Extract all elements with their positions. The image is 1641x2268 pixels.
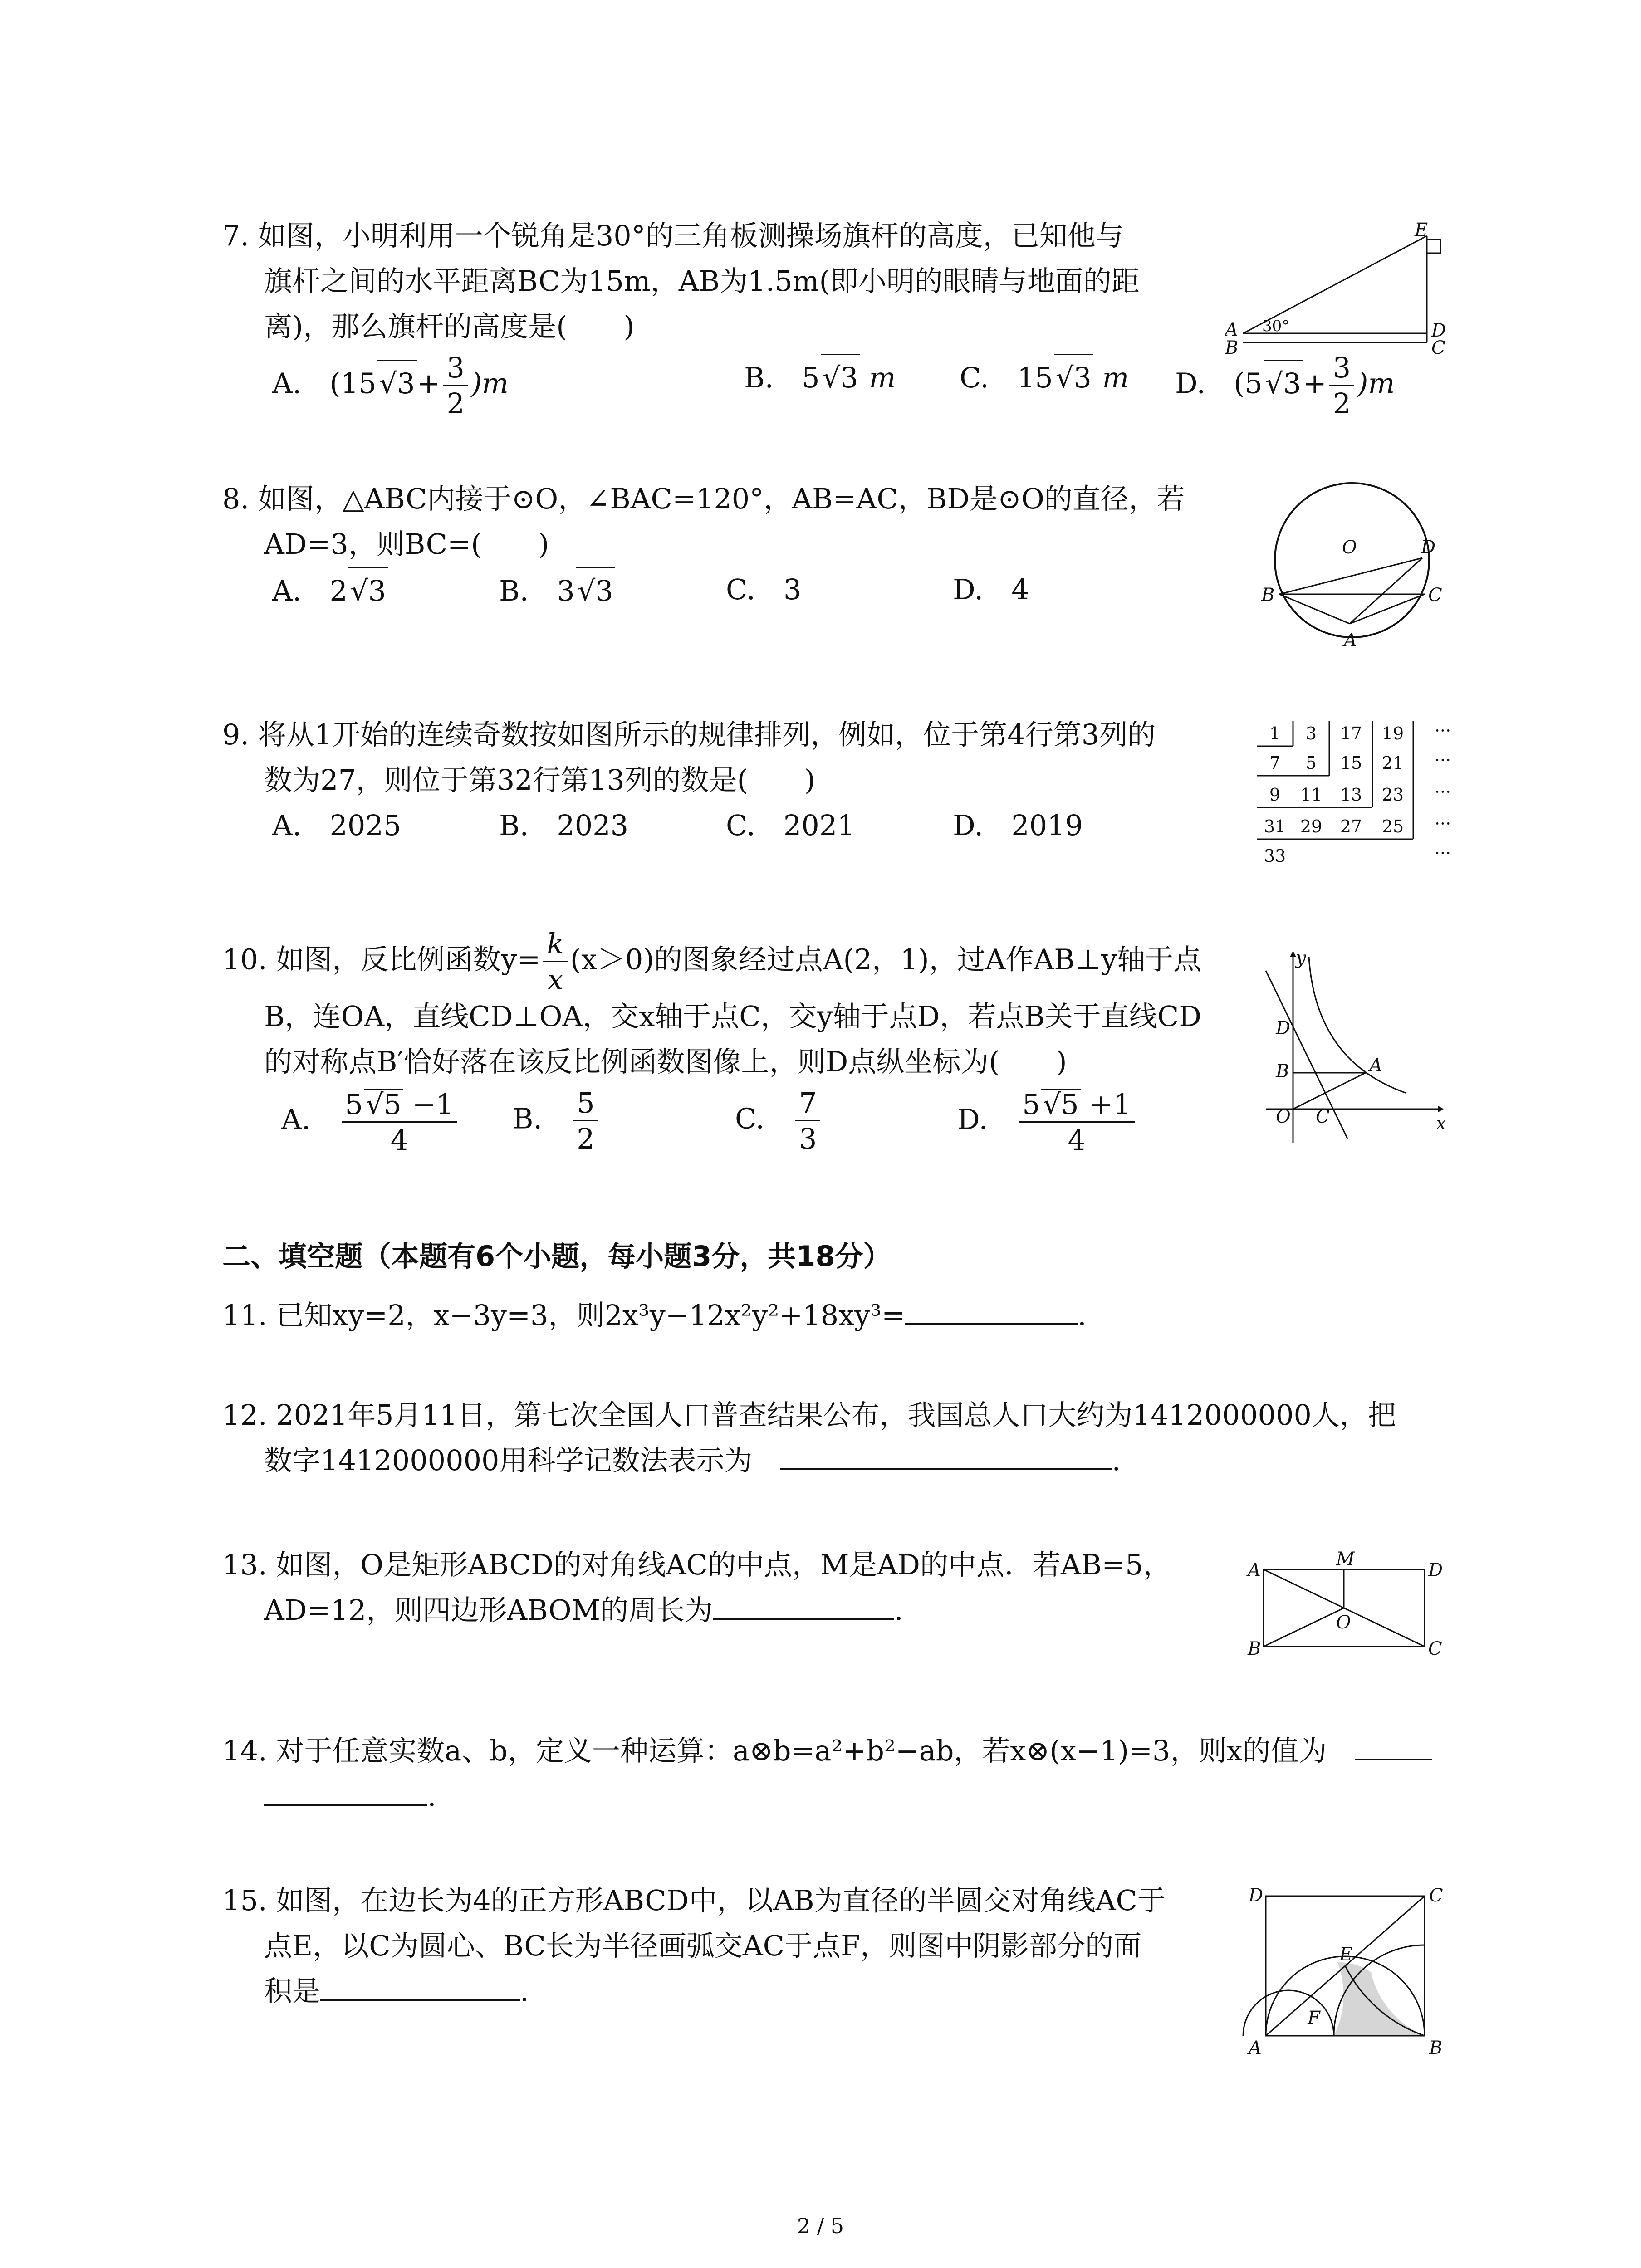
- answer-blank[interactable]: [320, 1973, 520, 2001]
- label-A: A: [1369, 1055, 1382, 1076]
- axis-x-label: x: [1436, 1113, 1446, 1134]
- table-cell: 1: [1269, 723, 1281, 743]
- table-cell: 19: [1381, 723, 1404, 743]
- q7-option-c[interactable]: C. 15√3 m: [960, 354, 1129, 401]
- label-A: A: [1249, 2038, 1262, 2058]
- answer-blank-continued[interactable]: [264, 1778, 427, 1806]
- table-cell: 29: [1300, 816, 1323, 836]
- q7-line1: 7. 如图，小明利用一个锐角是30°的三角板测操场旗杆的高度，已知他与: [222, 219, 1124, 252]
- question-15: 15. 如图，在边长为4的正方形ABCD中，以AB为直径的半圆交对角线AC于 点E，以C为圆心、BC长为半径画弧交AC于点F，则图中阴影部分的面 积是 .: [222, 1878, 1166, 2014]
- q15-line1: 15. 如图，在边长为4的正方形ABCD中，以AB为直径的半圆交对角线AC于: [222, 1884, 1166, 1917]
- table-ellipsis: ···: [1434, 721, 1451, 741]
- q10-line3: 的对称点B′恰好落在该反比例函数图像上，则D点纵坐标为( ): [264, 1045, 1067, 1078]
- label-C: C: [1429, 1885, 1443, 1906]
- q10-line2: B，连OA，直线CD⊥OA，交x轴于点C，交y轴于点D，若点B关于直线CD: [264, 1000, 1202, 1033]
- q15-figure: [1239, 1878, 1452, 2059]
- question-14: 14. 对于任意实数a、b，定义一种运算：a⊗b=a²+b²−ab，若x⊗(x−1)=3，则x的值为 .: [222, 1728, 1432, 1819]
- label-C: C: [1428, 1638, 1442, 1659]
- label-B: B: [1429, 2038, 1443, 2058]
- label-A: A: [1225, 319, 1238, 340]
- q10-options: [222, 1086, 1201, 1157]
- label-A: A: [1344, 630, 1357, 651]
- table-cell: 33: [1264, 846, 1286, 866]
- question-12: 12. 2021年5月11日，第七次全国人口普查结果公布，我国总人口大约为1412000000人，把 数字1412000000用科学记数法表示为 .: [222, 1393, 1396, 1483]
- q9-option-d[interactable]: D. 2019: [953, 809, 1083, 842]
- fraction: $\frac{3}{2}$: [443, 354, 468, 418]
- label-D: D: [1276, 1018, 1291, 1039]
- label-B: B: [1261, 585, 1275, 606]
- question-7: [222, 213, 1395, 420]
- q9-line2: 数为27，则位于第32行第13列的数是( ): [264, 763, 816, 797]
- table-cell: 25: [1381, 816, 1404, 836]
- q7-line2: 旗杆之间的水平距离BC为15m，AB为1.5m(即小明的眼睛与地面的距: [264, 264, 1140, 298]
- table-cell: 23: [1381, 785, 1404, 805]
- q9-number-table: [1252, 717, 1470, 880]
- q9-option-a[interactable]: A. 2025: [272, 809, 402, 842]
- label-F: F: [1308, 2008, 1320, 2028]
- question-13: 13. 如图，O是矩形ABCD的对角线AC的中点，M是AD的中点．若AB=5， AD=12，则四边形ABOM的周长为 .: [222, 1542, 1171, 1633]
- table-ellipsis: ···: [1434, 750, 1451, 770]
- table-cell: 11: [1300, 785, 1323, 805]
- table-cell: 17: [1340, 723, 1362, 743]
- q10-option-d[interactable]: D. $\frac{5√5 +1}{4}$: [957, 1089, 1137, 1154]
- table-ellipsis: ···: [1434, 843, 1451, 863]
- label-O: O: [1336, 1612, 1351, 1633]
- q10-option-c[interactable]: C. $\frac{7}{3}$: [735, 1089, 823, 1153]
- q9-option-c[interactable]: C. 2021: [726, 809, 855, 842]
- label-D: D: [1421, 537, 1436, 558]
- page-number: 2 / 5: [797, 2214, 844, 2238]
- q7-option-b[interactable]: B. 5√3 m: [744, 354, 896, 401]
- q10-line1: 10. 如图，反比例函数y= $\frac{k}{x}$ (x＞0)的图象经过点A(2，1)，过A作AB⊥y轴于点: [222, 927, 1202, 996]
- q8-option-b[interactable]: B. 3√3: [499, 567, 615, 614]
- table-cell: 5: [1305, 753, 1317, 773]
- q15-line2: 点E，以C为圆心、BC长为半径画弧交AC于点F，则图中阴影部分的面: [264, 1929, 1142, 1962]
- label-O: O: [1276, 1106, 1291, 1127]
- question-8: [222, 476, 1185, 617]
- table-cell: 31: [1264, 816, 1286, 836]
- label-E: E: [1415, 220, 1428, 240]
- table-cell: 13: [1340, 785, 1362, 805]
- table-cells: [1264, 721, 1451, 866]
- q9-line1: 9. 将从1开始的连续奇数按如图所示的规律排列，例如，位于第4行第3列的: [222, 718, 1156, 751]
- table-cell: 9: [1269, 785, 1281, 805]
- label-angle: 30°: [1262, 317, 1290, 335]
- label-C: C: [1431, 337, 1445, 358]
- q7-option-d[interactable]: D. (5√3+ $\frac{3}{2}$ )m: [1175, 351, 1395, 420]
- q13-line1: 13. 如图，O是矩形ABCD的对角线AC的中点，M是AD的中点．若AB=5，: [222, 1548, 1171, 1581]
- label-B: B: [1225, 337, 1239, 358]
- q8-line2: AD=3，则BC=( ): [264, 528, 549, 561]
- table-cell: 27: [1340, 816, 1362, 836]
- q10-option-a[interactable]: A. $\frac{5√5 -1}{4}$: [281, 1089, 460, 1154]
- q7-line3: 离)，那么旗杆的高度是( ): [264, 310, 635, 343]
- q9-options: [222, 803, 1156, 853]
- label-M: M: [1336, 1549, 1355, 1569]
- answer-blank[interactable]: [905, 1297, 1078, 1325]
- label-B: B: [1276, 1061, 1289, 1082]
- table-cell: 15: [1340, 753, 1362, 773]
- q9-option-b[interactable]: B. 2023: [499, 809, 629, 842]
- q14-line1: 14. 对于任意实数a、b，定义一种运算：a⊗b=a²+b²−ab，若x⊗(x−1)=3，则x的值为: [222, 1734, 1327, 1767]
- q13-figure: [1243, 1542, 1452, 1660]
- answer-blank[interactable]: [1355, 1732, 1432, 1760]
- q8-options: [222, 567, 1185, 617]
- table-ellipsis: ···: [1434, 782, 1451, 802]
- label-D: D: [1249, 1885, 1264, 1906]
- q10-option-b[interactable]: B. $\frac{5}{2}$: [513, 1089, 601, 1153]
- q7-options: [222, 351, 1395, 420]
- q12-line1: 12. 2021年5月11日，第七次全国人口普查结果公布，我国总人口大约为1412000000人，把: [222, 1398, 1396, 1432]
- q8-option-a[interactable]: A. 2√3: [272, 567, 388, 614]
- q8-option-d[interactable]: D. 4: [953, 573, 1029, 606]
- q13-line2: AD=12，则四边形ABOM的周长为: [264, 1593, 713, 1627]
- q7-option-a[interactable]: A. (15√3+ $\frac{3}{2}$ )m: [272, 351, 509, 420]
- q10-figure: [1257, 948, 1447, 1148]
- question-11: 11. 已知xy=2，x−3y=3，则2x³y−12x²y²+18xy³= .: [222, 1293, 1087, 1338]
- question-9: [222, 712, 1156, 853]
- label-E: E: [1339, 1944, 1353, 1965]
- label-D: D: [1428, 1560, 1443, 1581]
- table-cell: 3: [1305, 723, 1317, 743]
- q12-line2: 数字1412000000用科学记数法表示为: [264, 1444, 753, 1477]
- question-10: [222, 927, 1202, 1157]
- label-A: A: [1248, 1560, 1261, 1581]
- q15-line3: 积是: [264, 1975, 321, 2008]
- q11-text: 11. 已知xy=2，x−3y=3，则2x³y−12x²y²+18xy³=: [222, 1299, 905, 1332]
- axis-y-label: y: [1296, 948, 1306, 968]
- label-D: D: [1431, 320, 1446, 341]
- q7-figure: [1225, 218, 1461, 372]
- sqrt-sign: √3: [377, 360, 417, 406]
- answer-blank[interactable]: [780, 1442, 1112, 1470]
- label-C: C: [1428, 585, 1442, 606]
- label-B: B: [1248, 1638, 1261, 1659]
- q8-figure: [1261, 472, 1452, 662]
- q8-option-c[interactable]: C. 3: [726, 573, 802, 606]
- label-O: O: [1342, 537, 1357, 558]
- answer-blank[interactable]: [713, 1592, 894, 1620]
- q8-line1: 8. 如图，△ABC内接于⊙O，∠BAC=120°，AB=AC，BD是⊙O的直径，若: [222, 482, 1185, 515]
- label-C: C: [1316, 1106, 1330, 1127]
- section-heading: 二、填空题（本题有6个小题，每小题3分，共18分）: [222, 1240, 892, 1273]
- table-cell: 7: [1269, 753, 1281, 773]
- table-cell: 21: [1381, 753, 1404, 773]
- table-ellipsis: ···: [1434, 814, 1451, 834]
